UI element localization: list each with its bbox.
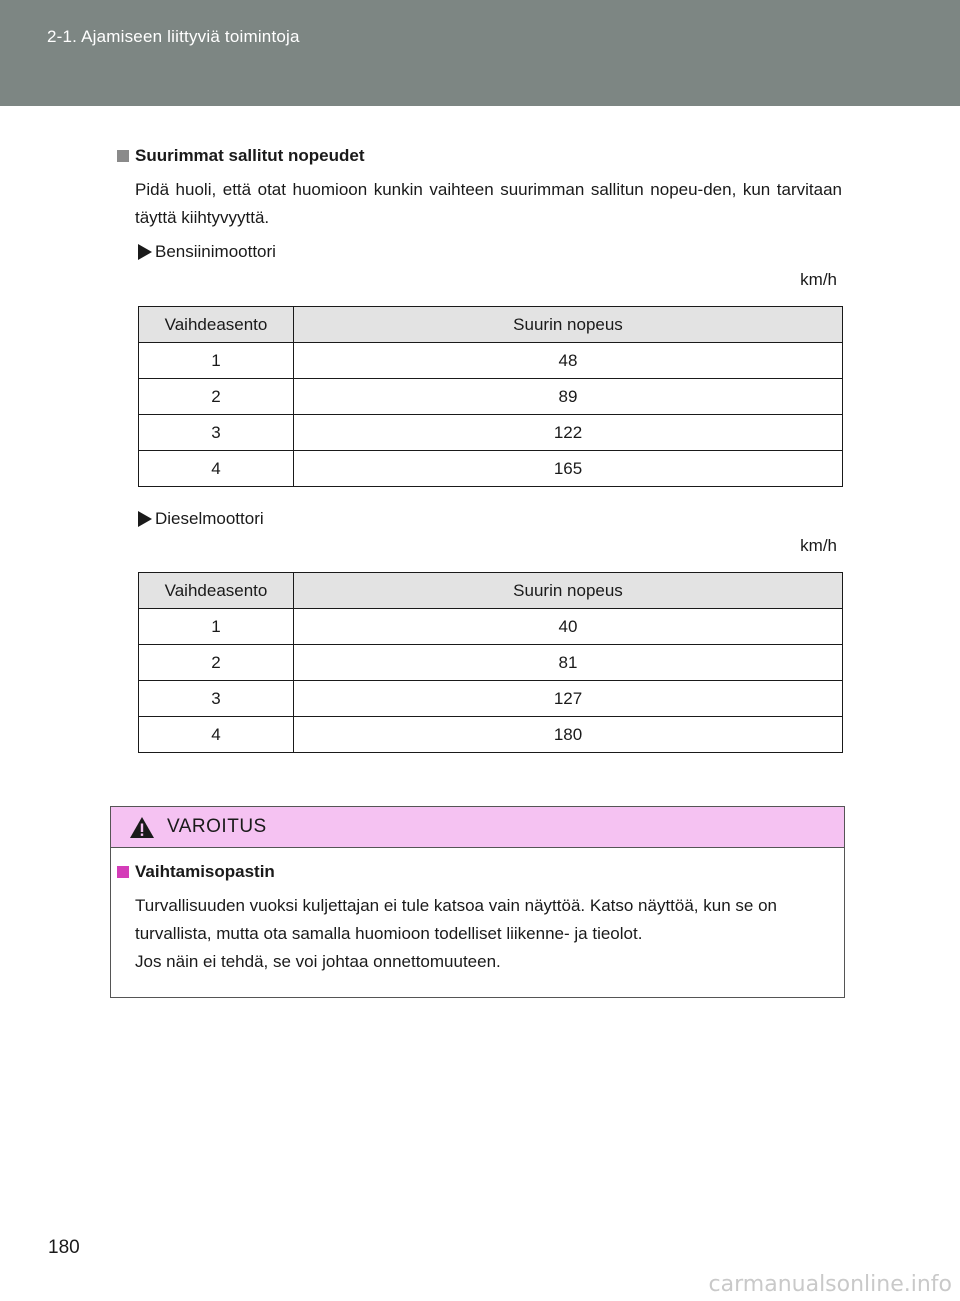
- warning-box: [110, 806, 845, 998]
- table-header-row: [139, 307, 843, 343]
- triangle-bullet-icon: [138, 244, 152, 260]
- table-row: [139, 451, 843, 487]
- petrol-label: Bensiinimoottori: [155, 242, 276, 261]
- gear-cell: 2: [139, 645, 294, 681]
- max-speeds-section: [117, 144, 842, 232]
- speed-cell: 81: [294, 645, 843, 681]
- table-row: [139, 681, 843, 717]
- square-bullet-icon: [117, 866, 129, 878]
- gear-cell: 4: [139, 451, 294, 487]
- speed-cell: 180: [294, 717, 843, 753]
- warning-subheading-text: Vaihtamisopastin: [135, 862, 275, 881]
- column-header: Suurin nopeus: [294, 573, 843, 609]
- section-paragraph: Pidä huoli, että otat huomioon kunkin vaihteen suurimman sallitun nopeu-den, kun tarvitaan täyttä kiihtyvyyttä.: [135, 180, 842, 227]
- warning-text: Turvallisuuden vuoksi kuljettajan ei tule katsoa vain näyttöä. Katso näyttöä, kun se on turvallista, mutta ota samalla huomioon todelliset liikenne- ja tieolot.: [135, 896, 777, 943]
- section-title: 2-1. Ajamiseen liittyviä toimintoja: [47, 27, 300, 46]
- gear-cell: 3: [139, 415, 294, 451]
- column-header: Vaihdeasento: [139, 573, 294, 609]
- warning-title: VAROITUS: [167, 816, 267, 837]
- gear-cell: 4: [139, 717, 294, 753]
- warning-header: [111, 807, 844, 848]
- speed-cell: 40: [294, 609, 843, 645]
- table-row: [139, 645, 843, 681]
- diesel-unit: km/h: [800, 536, 837, 555]
- diesel-heading: [138, 509, 264, 529]
- watermark: carmanualsonline.info: [708, 1272, 952, 1297]
- warning-subheading: [117, 862, 844, 882]
- triangle-bullet-icon: [138, 511, 152, 527]
- page-number: 180: [48, 1237, 80, 1258]
- gear-cell: 3: [139, 681, 294, 717]
- table-header-row: [139, 573, 843, 609]
- column-header: Suurin nopeus: [294, 307, 843, 343]
- diesel-speed-table: [138, 572, 843, 753]
- table-row: [139, 415, 843, 451]
- warning-triangle-icon: [129, 816, 155, 839]
- table-row: [139, 379, 843, 415]
- warning-body: [111, 848, 844, 976]
- table-row: [139, 343, 843, 379]
- speed-cell: 89: [294, 379, 843, 415]
- table-row: [139, 717, 843, 753]
- section-heading-text: Suurimmat sallitut nopeudet: [135, 146, 365, 165]
- petrol-unit: km/h: [800, 270, 837, 289]
- gear-cell: 2: [139, 379, 294, 415]
- square-bullet-icon: [117, 150, 129, 162]
- petrol-speed-table: [138, 306, 843, 487]
- section-heading: [117, 144, 842, 168]
- speed-cell: 127: [294, 681, 843, 717]
- gear-cell: 1: [139, 609, 294, 645]
- header-band: [0, 0, 960, 106]
- gear-cell: 1: [139, 343, 294, 379]
- table-row: [139, 609, 843, 645]
- warning-text-2: Jos näin ei tehdä, se voi johtaa onnettomuuteen.: [135, 952, 501, 971]
- speed-cell: 48: [294, 343, 843, 379]
- speed-cell: 165: [294, 451, 843, 487]
- column-header: Vaihdeasento: [139, 307, 294, 343]
- petrol-heading: [138, 242, 276, 262]
- diesel-label: Dieselmoottori: [155, 509, 264, 528]
- speed-cell: 122: [294, 415, 843, 451]
